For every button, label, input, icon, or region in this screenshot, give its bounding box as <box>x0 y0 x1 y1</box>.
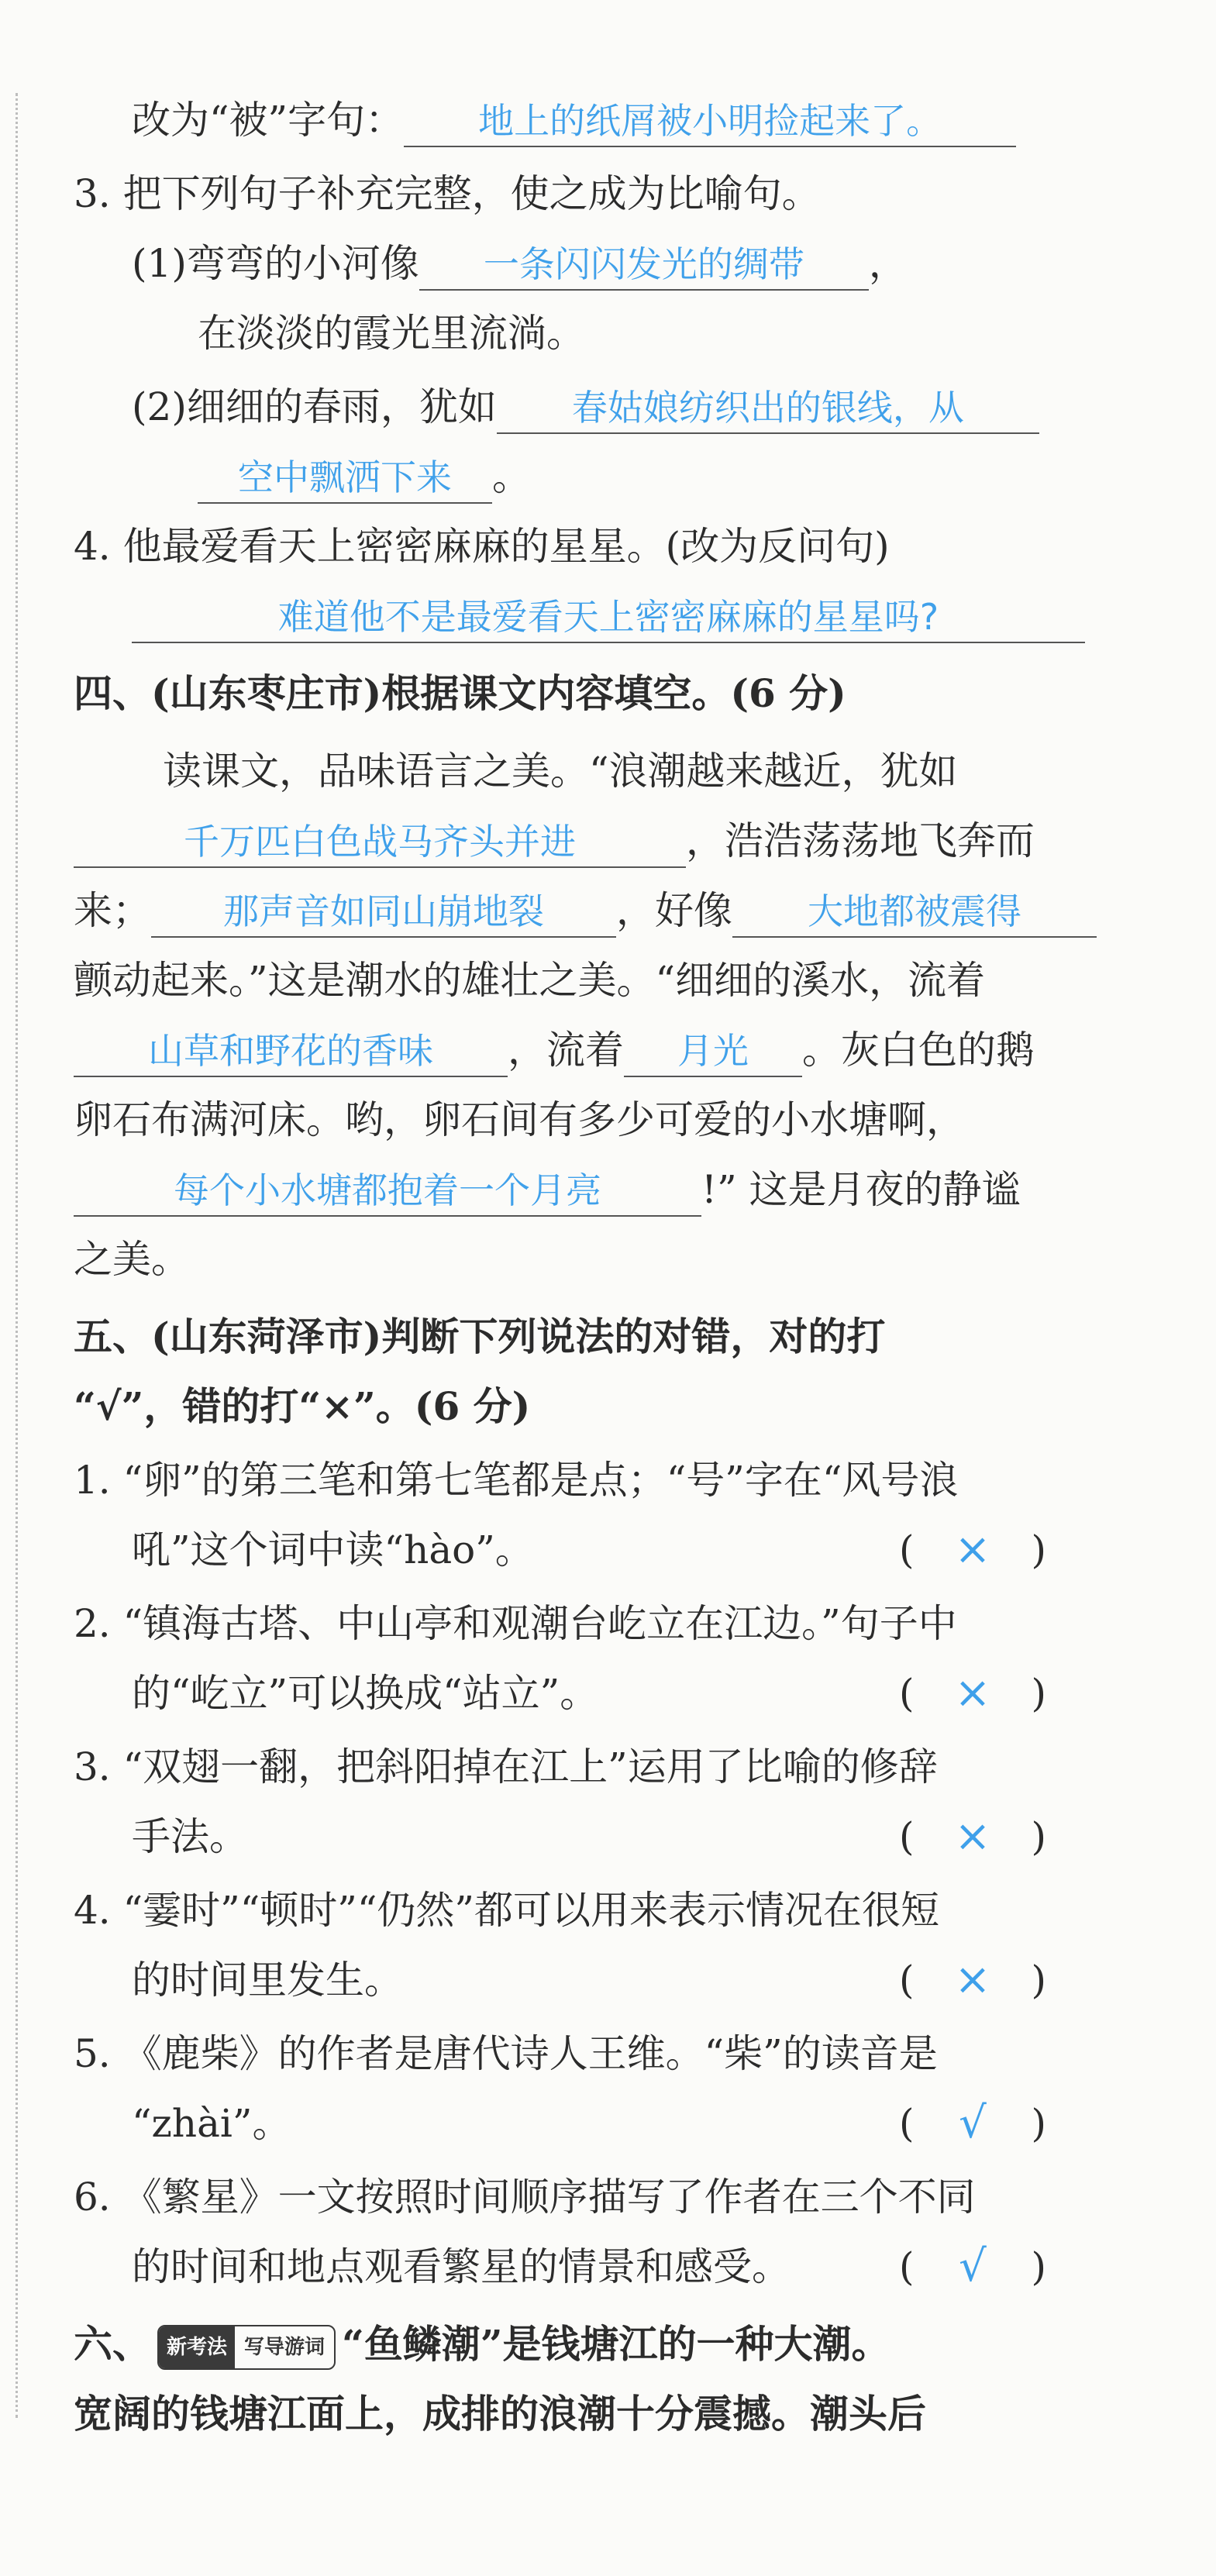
section-4-line-8: 之美。 <box>74 1237 190 1282</box>
cross-mark-icon: × <box>954 1524 991 1575</box>
judgment-4-line-1: 4. “霎时”“顿时”“仍然”都可以用来表示情况在很短 <box>74 1888 939 1933</box>
section-4-line-7 <box>74 1162 1021 1217</box>
answer-text: 一条闪闪发光的绸带 <box>483 243 804 285</box>
line-passive-rewrite <box>132 93 1016 147</box>
prompt-text: 改为“被”字句： <box>132 98 405 143</box>
open-paren: ( <box>899 2101 915 2146</box>
open-paren: ( <box>899 1527 915 1572</box>
check-mark-icon: √ <box>959 2241 987 2292</box>
question-3-1-continuation: 在淡淡的霞光里流淌。 <box>198 311 585 356</box>
cross-mark-icon: × <box>954 1954 991 2005</box>
question-4-answer-line <box>132 589 1085 643</box>
prompt-text: ，流着 <box>508 1028 624 1073</box>
cross-mark-icon: × <box>954 1811 991 1861</box>
question-4: 4. 他最爱看天上密密麻麻的星星。(改为反问句) <box>74 524 890 569</box>
answer-text: 每个小水塘都抱着一个月亮 <box>174 1169 601 1211</box>
answer-text: 难道他不是最爱看天上密密麻麻的星星吗? <box>277 596 939 638</box>
answer-blank[interactable] <box>198 451 492 504</box>
answer-text: 山草和野花的香味 <box>148 1030 433 1072</box>
judgment-3-line-1: 3. “双翅一翻，把斜阳掉在江上”运用了比喻的修辞 <box>74 1744 938 1789</box>
judgment-2-mark[interactable] <box>899 1666 1046 1720</box>
section-4-line-4: 颤动起来。”这是潮水的雄壮之美。“细细的溪水，流着 <box>74 958 986 1003</box>
section-5-title-1: 五、(山东菏泽市)判断下列说法的对错，对的打 <box>74 1314 886 1359</box>
open-paren: ( <box>899 2244 915 2289</box>
answer-blank[interactable] <box>74 815 686 868</box>
prompt-text: 。 <box>492 454 531 499</box>
tag-sublabel: 写导游词 <box>244 2336 326 2359</box>
close-paren: ) <box>1031 2244 1046 2289</box>
judgment-5-line-1: 5. 《鹿柴》的作者是唐代诗人王维。“柴”的读音是 <box>74 2031 938 2076</box>
section-5-title-2: “√”，错的打“×”。(6 分) <box>74 1383 531 1429</box>
prompt-text: ，浩浩荡荡地飞奔而 <box>686 818 1035 863</box>
judgment-4-line-2: 的时间里发生。 <box>132 1958 403 2003</box>
answer-blank[interactable] <box>732 885 1097 938</box>
judgment-6-line-1: 6. 《繁星》一文按照时间顺序描写了作者在三个不同 <box>74 2175 976 2220</box>
section-4-line-1: 读课文，品味语言之美。“浪潮越来越近，犹如 <box>163 749 958 794</box>
judgment-1-mark[interactable] <box>899 1523 1046 1577</box>
new-method-tag <box>157 2325 336 2370</box>
section-4-line-3 <box>74 883 1097 938</box>
answer-blank[interactable] <box>419 238 869 291</box>
judgment-5-line-2: “zhài”。 <box>132 2101 291 2146</box>
open-paren: ( <box>899 1671 915 1716</box>
section-4-line-2 <box>74 814 1035 868</box>
judgment-6-line-2: 的时间和地点观看繁星的情景和感受。 <box>132 2244 791 2289</box>
judgment-1-line-1: 1. “卵”的第三笔和第七笔都是点；“号”字在“风号浪 <box>74 1458 959 1503</box>
question-3-2-continuation <box>198 449 531 504</box>
section-6-title <box>74 2317 890 2371</box>
check-mark-icon: √ <box>959 2098 987 2148</box>
answer-blank[interactable] <box>74 1164 701 1217</box>
judgment-5-mark[interactable] <box>899 2096 1046 2151</box>
open-paren: ( <box>899 1814 915 1859</box>
close-paren: ) <box>1031 1527 1046 1572</box>
close-paren: ) <box>1031 1814 1046 1859</box>
open-paren: ( <box>899 1958 915 2003</box>
prompt-text: (1)弯弯的小河像 <box>132 241 419 286</box>
close-paren: ) <box>1031 1671 1046 1716</box>
judgment-2-line-2: 的“屹立”可以换成“站立”。 <box>132 1671 599 1716</box>
section-6-number: 六、 <box>74 2321 151 2367</box>
answer-text: 大地都被震得 <box>808 890 1021 932</box>
question-3: 3. 把下列句子补充完整，使之成为比喻句。 <box>74 171 821 216</box>
prompt-text: !” 这是月夜的静谧 <box>701 1167 1021 1212</box>
section-6-line-2: 宽阔的钱塘江面上，成排的浪潮十分震撼。潮头后 <box>74 2391 926 2437</box>
answer-blank[interactable] <box>497 381 1039 434</box>
section-6-text: “鱼鳞潮”是钱塘江的一种大潮。 <box>342 2321 890 2367</box>
prompt-text: 来； <box>74 888 151 933</box>
judgment-2-line-1: 2. “镇海古塔、中山亭和观潮台屹立在江边。”句子中 <box>74 1601 957 1646</box>
section-4-title: 四、(山东枣庄市)根据课文内容填空。(6 分) <box>74 670 846 716</box>
judgment-1-line-2: 吼”这个词中读“hào”。 <box>132 1527 534 1572</box>
answer-blank[interactable] <box>74 1025 508 1077</box>
answer-text: 月光 <box>677 1030 749 1072</box>
prompt-text: (2)细细的春雨，犹如 <box>132 384 497 429</box>
question-3-1 <box>132 236 908 291</box>
section-4-line-5 <box>74 1023 1035 1077</box>
answer-blank[interactable] <box>404 95 1016 147</box>
judgment-3-mark[interactable] <box>899 1810 1046 1864</box>
question-3-2 <box>132 380 1039 434</box>
judgment-3-line-2: 手法。 <box>132 1814 248 1859</box>
prompt-text: 。灰白色的鹅 <box>802 1028 1035 1073</box>
answer-text: 空中飘洒下来 <box>238 456 452 498</box>
judgment-4-mark[interactable] <box>899 1953 1046 2007</box>
answer-blank[interactable] <box>624 1025 802 1077</box>
close-paren: ) <box>1031 1958 1046 2003</box>
cross-mark-icon: × <box>954 1668 991 1718</box>
tag-label: 新考法 <box>159 2326 235 2368</box>
answer-blank[interactable] <box>151 885 616 938</box>
prompt-text: ， <box>868 241 908 286</box>
answer-blank[interactable] <box>132 591 1085 643</box>
close-paren: ) <box>1031 2101 1046 2146</box>
answer-text: 春姑娘纺织出的银线，从 <box>571 387 964 429</box>
answer-text: 那声音如同山崩地裂 <box>223 890 544 932</box>
answer-text: 千万匹白色战马齐头并进 <box>184 821 576 863</box>
section-4-line-6: 卵石布满河床。哟，卵石间有多少可爱的小水塘啊， <box>74 1097 965 1142</box>
margin-dotted-line <box>16 93 18 2418</box>
answer-text: 地上的纸屑被小明捡起来了。 <box>478 100 942 142</box>
judgment-6-mark[interactable] <box>899 2240 1046 2294</box>
prompt-text: ，好像 <box>616 888 732 933</box>
